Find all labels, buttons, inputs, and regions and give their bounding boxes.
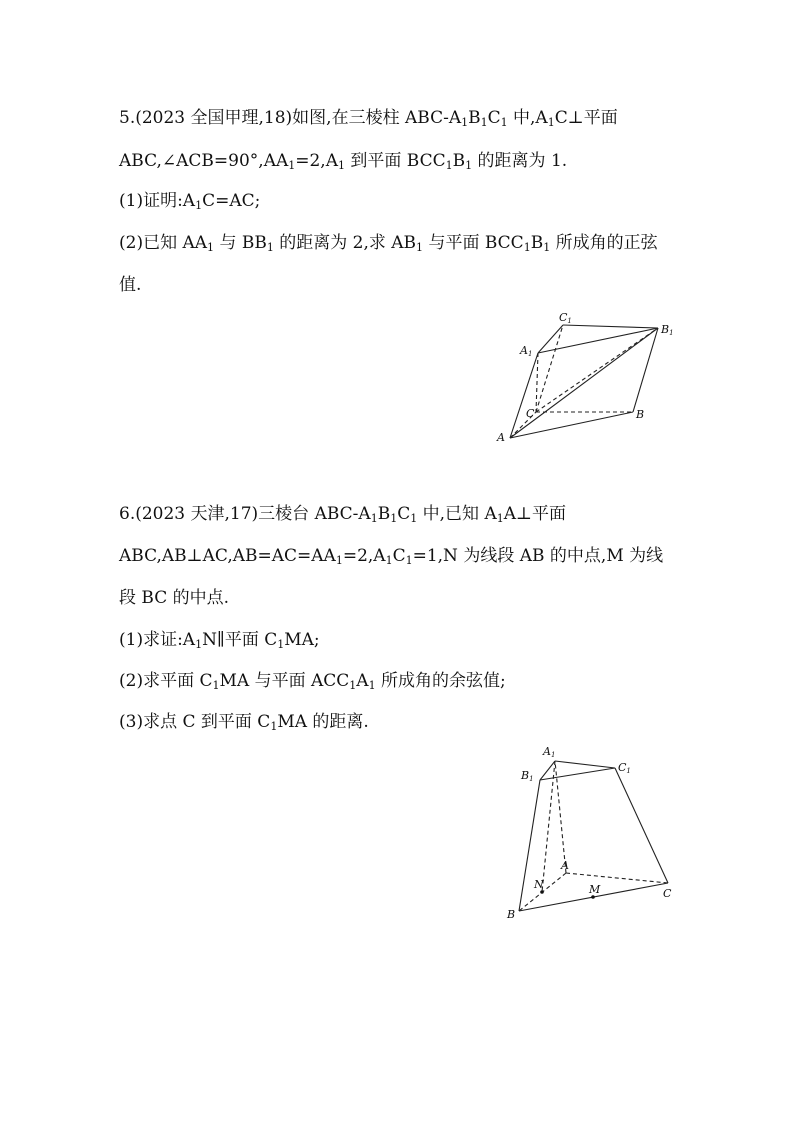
p6-part-3: (3)求点 C 到平面 $C_1MA$ 的距离. bbox=[119, 712, 369, 733]
edge-AB1 bbox=[510, 328, 658, 438]
label-C1: C1 bbox=[559, 311, 572, 325]
label-A1: A1 bbox=[543, 745, 556, 759]
edge-CC1 bbox=[536, 325, 563, 412]
edge-BB1 bbox=[519, 780, 540, 911]
label-C1: C1 bbox=[618, 761, 631, 775]
p6-part-1: (1)求证$:A_1N\parallel$平面 $C_1MA$; bbox=[119, 630, 320, 651]
label-C: C bbox=[526, 407, 535, 420]
p6-line-2: $ABC,AB\perp AC,AB=AC=AA_1=2,A_1C_1=1,N$ 为线段 AB 的中点,M 为线 bbox=[119, 546, 664, 567]
edge-AA1 bbox=[510, 353, 538, 438]
label-M: M bbox=[589, 883, 601, 896]
p6-line-1: 6.(2023 天津,17)三棱台 ABC-$A_1B_1C_1$ 中,已知 $A_1A\perp$平面 bbox=[119, 504, 566, 525]
label-B1: B1 bbox=[661, 323, 674, 337]
edge-CC1 bbox=[615, 768, 668, 883]
p6-line-3: 段 BC 的中点. bbox=[119, 588, 230, 608]
prism-figure bbox=[490, 305, 690, 450]
edge-A1B1 bbox=[540, 761, 555, 780]
p6-part-2: (2)求平面 $C_1MA$ 与平面 $ACC_1A_1$ 所成角的余弦值; bbox=[119, 671, 506, 692]
label-A1: A1 bbox=[520, 344, 533, 358]
label-B1: B1 bbox=[521, 769, 534, 783]
label-A: A bbox=[497, 431, 505, 444]
label-C: C bbox=[663, 887, 672, 900]
label-A: A bbox=[561, 859, 569, 872]
edge-A1N bbox=[542, 761, 555, 892]
p5-part-2: (2)已知 $AA_1$ 与 $BB_1$ 的距离为 2,求 $AB_1$ 与平面 $BCC_1B_1$ 所成角的正弦 bbox=[119, 233, 658, 254]
edge-A1C bbox=[536, 353, 538, 412]
edge-BB1 bbox=[633, 328, 658, 412]
p5-line-2: $ABC,\angle ACB=90^\circ,AA_1=2,A_1$ 到平面 $BCC_1B_1$ 的距离为 1. bbox=[119, 151, 568, 172]
edge-C1B1 bbox=[563, 325, 658, 328]
edge-AC bbox=[566, 873, 668, 883]
frustum-figure bbox=[500, 740, 685, 925]
p5-line-1: 5.(2023 全国甲理,18)如图,在三棱柱 ABC-$A_1B_1C_1$ 中$,A_1C\perp$平面 bbox=[119, 108, 618, 129]
label-N: N bbox=[534, 878, 544, 891]
label-B: B bbox=[636, 408, 645, 421]
edge-B1C1 bbox=[540, 768, 615, 780]
label-B: B bbox=[507, 908, 516, 921]
p5-part-2-cont: 值. bbox=[119, 275, 142, 295]
edge-A1C1 bbox=[555, 761, 615, 768]
p5-part-1: (1)证明$:A_1C=AC$; bbox=[119, 191, 261, 212]
